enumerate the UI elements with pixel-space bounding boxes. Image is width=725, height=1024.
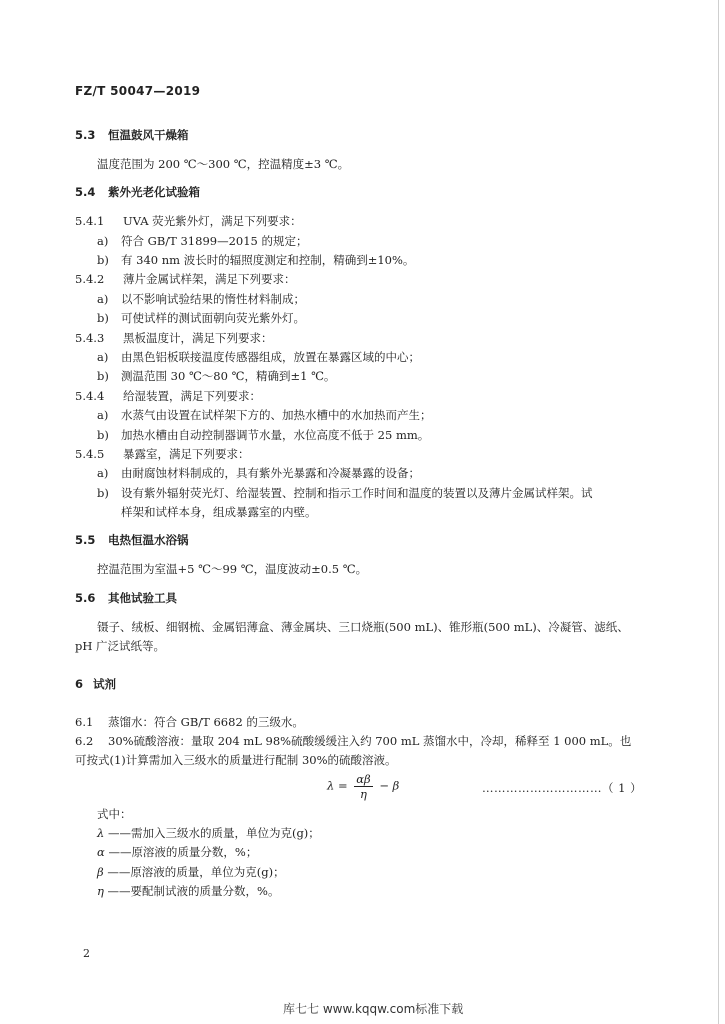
section-6-2: 6.2 30%硫酸溶液：量取 204 mL 98%硫酸缓缓注入约 700 mL 蒸馏水中，冷却，稀释至 1 000 mL。也 [75,734,632,748]
section-5-4-heading: 5.4 紫外光老化试验箱 [75,185,200,199]
section-5-6-text-cont: pH 广泛试纸等。 [75,639,166,653]
section-5-4-3: 5.4.3 黑板温度计，满足下列要求： [75,331,273,345]
list-item: b) 设有紫外辐射荧光灯、给湿装置、控制和指示工作时间和温度的装置以及薄片金属试样架。试 [97,486,593,500]
list-item: a) 符合 GB/T 31899—2015 的规定； [97,234,308,248]
section-6-1: 6.1 蒸馏水：符合 GB/T 6682 的三级水。 [75,715,304,729]
variable-definition: α ——原溶液的质量分数，%； [97,845,258,859]
section-5-4-1: 5.4.1 UVA 荧光紫外灯，满足下列要求： [75,214,302,228]
section-5-4-2: 5.4.2 薄片金属试样架，满足下列要求： [75,272,296,286]
variable-definition: λ ——需加入三级水的质量，单位为克(g)； [97,826,320,840]
section-5-4-4: 5.4.4 给湿装置，满足下列要求： [75,389,261,403]
list-item: b) 有 340 nm 波长时的辐照度测定和控制，精确到±10%。 [97,253,415,267]
section-5-5-text: 控温范围为室温+5 ℃～99 ℃，温度波动±0.5 ℃。 [97,562,368,576]
where-label: 式中： [97,807,132,821]
formula-1: λ = $\frac{\alpha\beta}{\eta}$ − β [327,772,400,801]
variable-definition: β ——原溶液的质量，单位为克(g)； [97,865,285,879]
list-item: b) 测温范围 30 ℃～80 ℃，精确到±1 ℃。 [97,369,336,383]
list-item: b) 加热水槽由自动控制器调节水量，水位高度不低于 25 mm。 [97,428,430,442]
formula-number: …………………………（ 1 ） [482,781,643,795]
section-5-3-text: 温度范围为 200 ℃～300 ℃，控温精度±3 ℃。 [97,157,350,171]
page-edge [718,0,719,1024]
page-number: 2 [83,947,90,960]
list-item: a) 由耐腐蚀材料制成的，具有紫外光暴露和冷凝暴露的设备； [97,466,420,480]
list-item-continuation: 样架和试样本身，组成暴露室的内壁。 [121,505,317,519]
list-item: a) 以不影响试验结果的惰性材料制成； [97,292,305,306]
list-item: b) 可使试样的测试面朝向荧光紫外灯。 [97,311,305,325]
footer-watermark[interactable]: 库七七 www.kqqw.com标准下载 [283,1002,464,1016]
section-5-4-5: 5.4.5 暴露室，满足下列要求： [75,447,250,461]
formula-fraction: $\frac{\alpha\beta}{\eta}$ [356,772,371,801]
section-5-6-text: 镊子、绒板、细钢梳、金属铝薄盒、薄金属块、三口烧瓶(500 mL)、锥形瓶(500 mL)、冷凝管、滤纸、 [97,620,629,634]
list-item: a) 水蒸气由设置在试样架下方的、加热水槽中的水加热而产生； [97,408,432,422]
standard-number: FZ/T 50047—2019 [75,84,201,98]
list-item: a) 由黑色铝板联接温度传感器组成，放置在暴露区域的中心； [97,350,420,364]
section-6-heading: 6 试剂 [75,677,116,691]
section-5-5-heading: 5.5 电热恒温水浴锅 [75,533,189,547]
section-5-6-heading: 5.6 其他试验工具 [75,591,177,605]
section-6-2-cont: 可按式(1)计算需加入三级水的质量进行配制 30%的硫酸溶液。 [75,753,397,767]
section-5-3-heading: 5.3 恒温鼓风干燥箱 [75,128,189,142]
variable-definition: η ——要配制试液的质量分数，%。 [97,884,280,898]
